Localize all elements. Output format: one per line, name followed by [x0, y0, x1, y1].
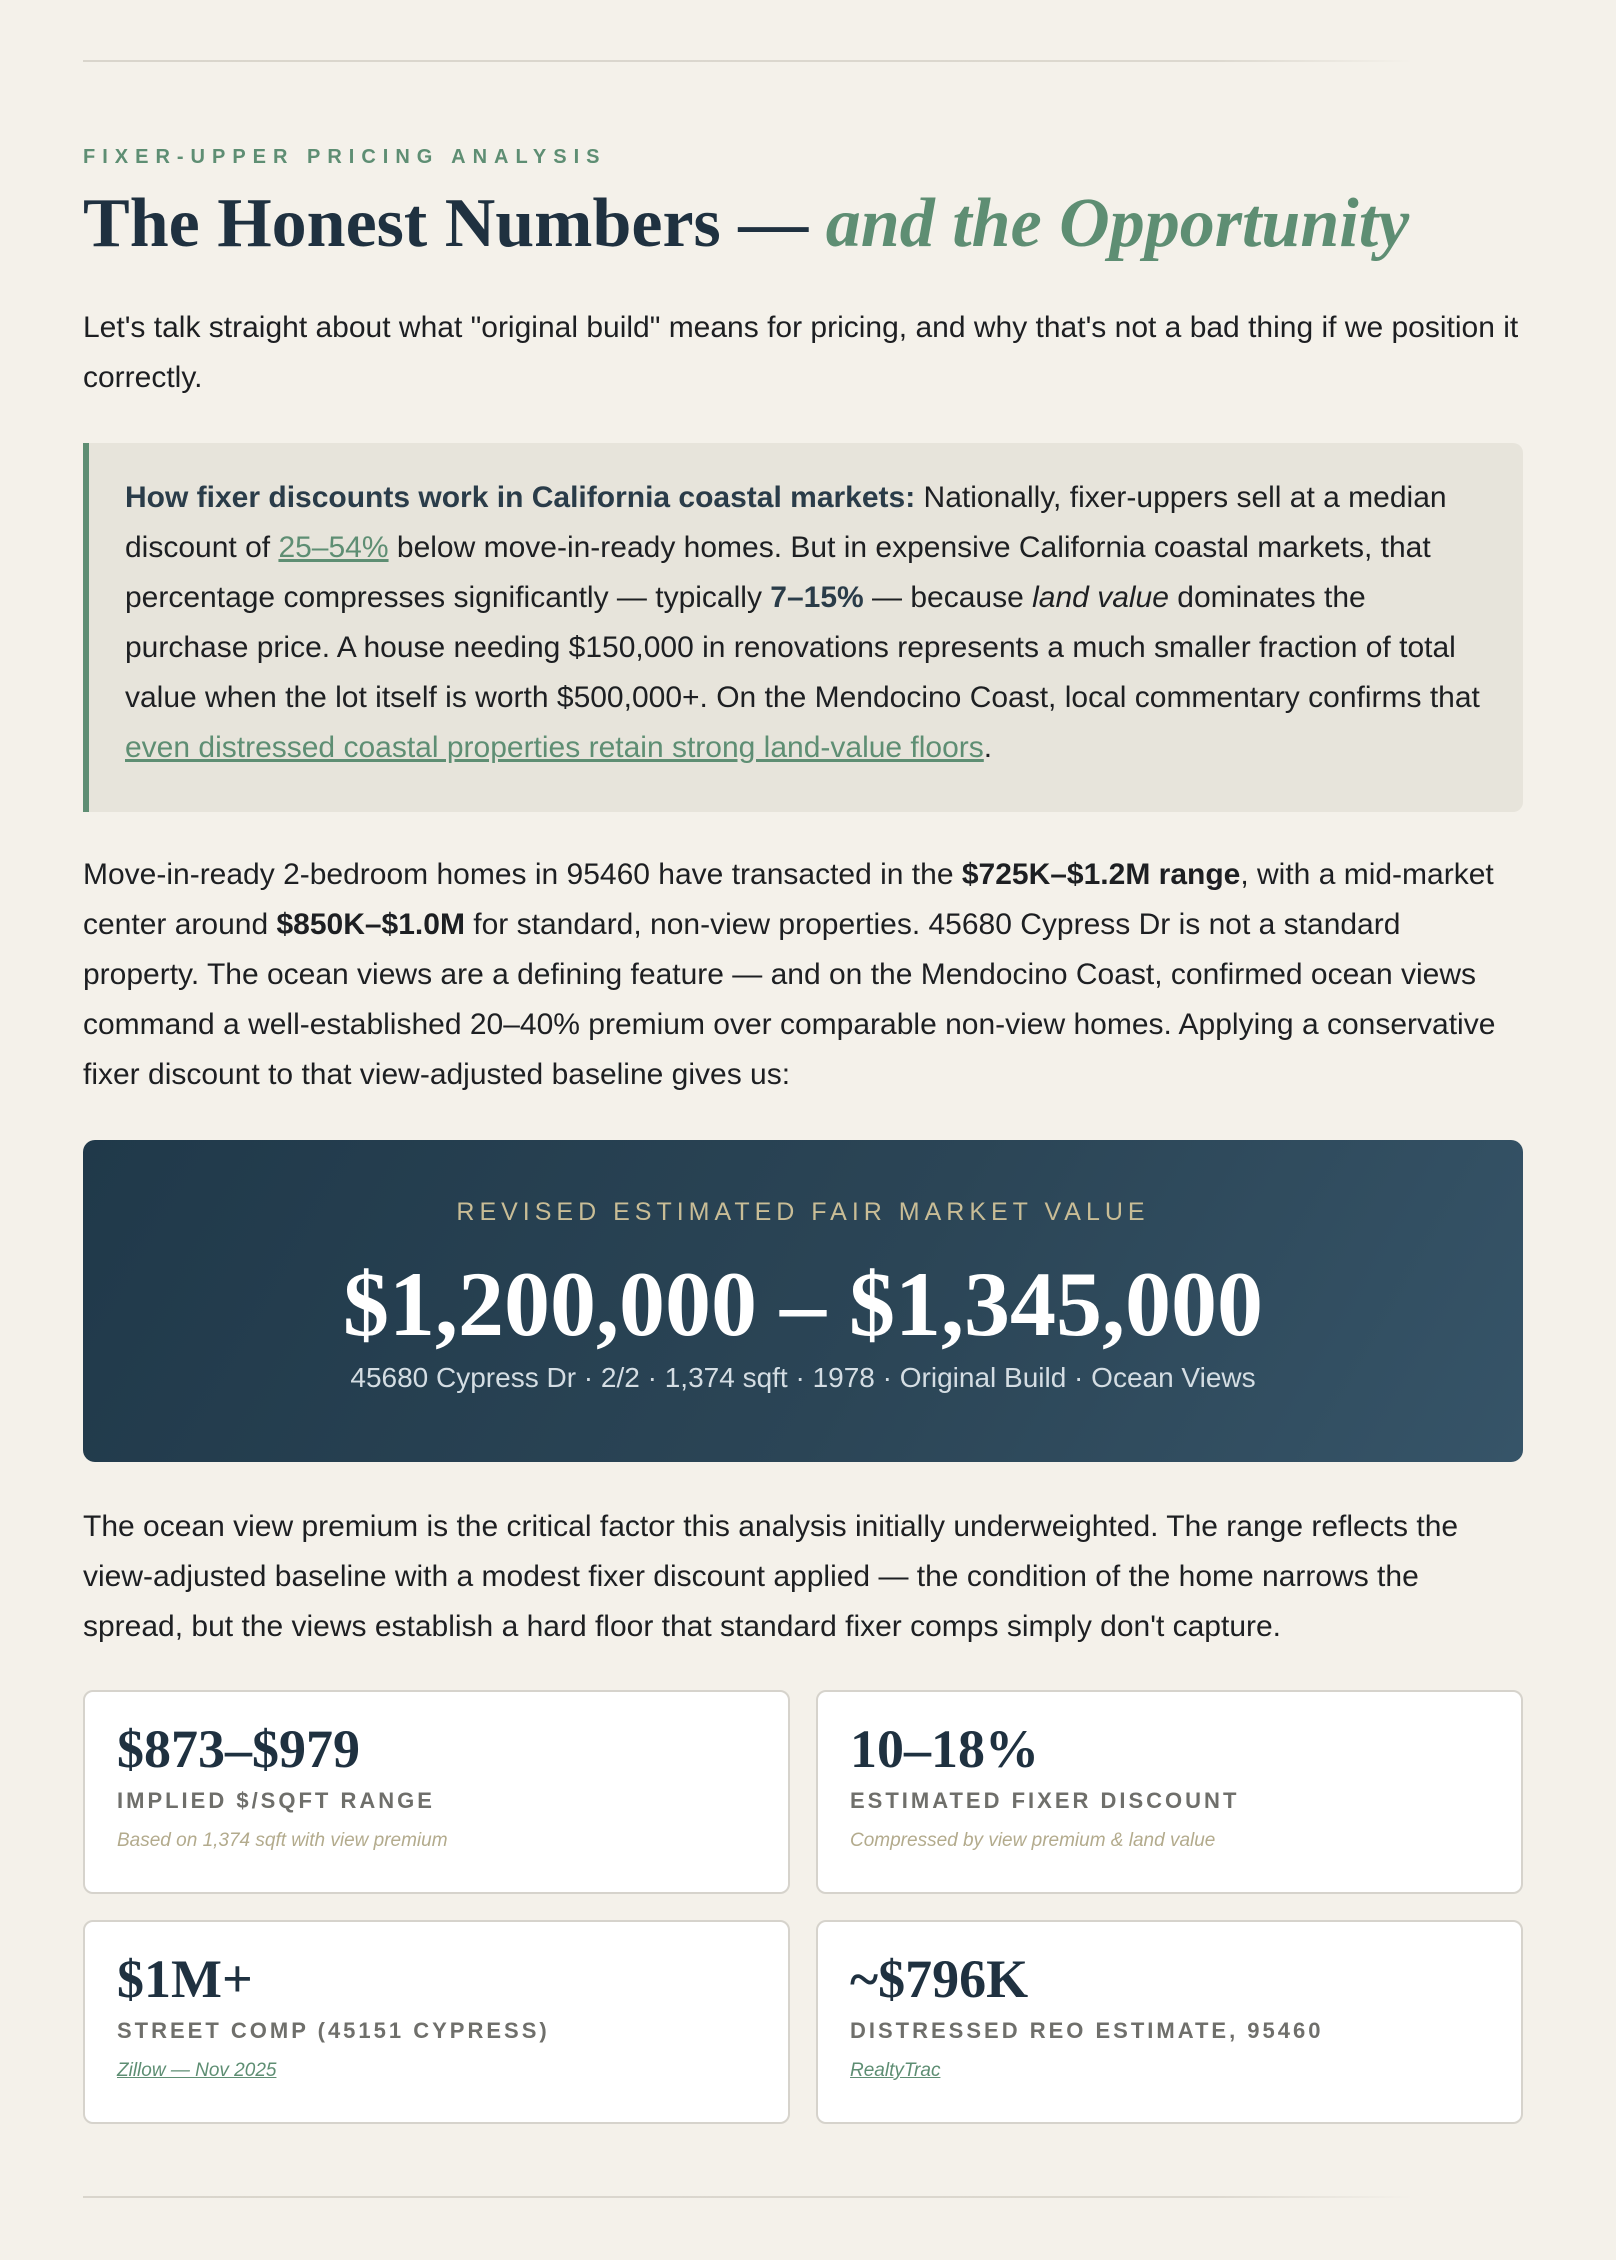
stat-value: ~$796K: [850, 1949, 1029, 2009]
stat-card-discount: [816, 1690, 1523, 1894]
realtytrac-source-link[interactable]: RealtyTrac: [850, 2060, 941, 2081]
stat-label: IMPLIED $/SQFT RANGE: [117, 1788, 435, 1813]
market-paragraph: [83, 850, 1523, 1100]
stat-label: ESTIMATED FIXER DISCOUNT: [850, 1788, 1240, 1813]
section-eyebrow: FIXER-UPPER PRICING ANALYSIS: [83, 146, 607, 168]
stat-label: STREET COMP (45151 CYPRESS): [117, 2018, 550, 2043]
callout-strong: 7–15%: [770, 581, 864, 614]
stat-note: Based on 1,374 sqft with view premium: [117, 1830, 448, 1851]
stat-value: 10–18%: [850, 1719, 1039, 1779]
market-range-bold: $725K–$1.2M range: [961, 858, 1241, 891]
valuation-subtitle: 45680 Cypress Dr · 2/2 · 1,374 sqft · 1978 · Original Build · Ocean Views: [350, 1362, 1256, 1393]
top-divider: [83, 60, 1413, 62]
market-text-1: Move-in-ready 2-bedroom homes in 95460 have transacted in the: [83, 858, 962, 891]
title-accent: and the Opportunity: [825, 185, 1410, 262]
callout-lead: How fixer discounts work in California coastal markets:: [125, 481, 916, 514]
callout-text-2: below move-in-ready homes. But in expensive California coastal markets, that percentage compresses significantly — typically: [125, 531, 1431, 614]
valuation-label: REVISED ESTIMATED FAIR MARKET VALUE: [456, 1198, 1150, 1226]
market-text-2: , with a mid-market center around: [83, 858, 1494, 941]
market-text-3: for standard, non-view properties. 45680 Cypress Dr is not a standard property. The ocean views are a defining feature — and on the Mendocino Coast, confirmed ocean views command a well-established 20–40% premium over comparable non-view homes. Applying a conservative fixer discount to that view-adjusted baseline gives us:: [83, 908, 1496, 1091]
stat-value: $1M+: [117, 1949, 253, 2009]
title-main: The Honest Numbers —: [83, 185, 809, 262]
valuation-card: [83, 1140, 1523, 1462]
stat-card-street-comp: [83, 1920, 790, 2124]
stat-note: Compressed by view premium & land value: [850, 1830, 1216, 1851]
market-center-bold: $850K–$1.0M: [276, 908, 465, 941]
intro-paragraph: Let's talk straight about what "original build" means for pricing, and why that's not a bad thing if we position it correctly.: [83, 311, 1519, 394]
callout-emphasis: land value: [1032, 581, 1169, 614]
callout-text-1: Nationally, fixer-uppers sell at a median discount of: [125, 481, 1447, 564]
zillow-source-link[interactable]: Zillow — Nov 2025: [117, 2060, 277, 2081]
callout-text-3: — because: [863, 581, 1033, 614]
discount-range-link[interactable]: 25–54%: [278, 531, 389, 564]
stat-card-reo: [816, 1920, 1523, 2124]
callout-box: [83, 443, 1523, 812]
stat-card-sqft: [83, 1690, 790, 1894]
stat-value: $873–$979: [117, 1719, 360, 1779]
land-value-floors-link[interactable]: even distressed coastal properties retain strong land-value floors: [125, 731, 984, 764]
callout-text-5: .: [983, 731, 993, 764]
valuation-value: $1,200,000 – $1,345,000: [343, 1253, 1263, 1355]
stat-label: DISTRESSED REO ESTIMATE, 95460: [850, 2018, 1324, 2043]
bottom-divider: [83, 2196, 1413, 2198]
callout-text-4: dominates the purchase price. A house needing $150,000 in renovations represents a much smaller fraction of total value when the lot itself is worth $500,000+. On the Mendocino Coast, local commentary confirms that: [125, 581, 1480, 714]
page-title: [83, 178, 1409, 270]
analysis-paragraph: The ocean view premium is the critical factor this analysis initially underweighted. The range reflects the view-adjusted baseline with a modest fixer discount applied — the condition of the home narrows the spread, but the views establish a hard floor that standard fixer comps simply don't capture.: [83, 1510, 1459, 1643]
